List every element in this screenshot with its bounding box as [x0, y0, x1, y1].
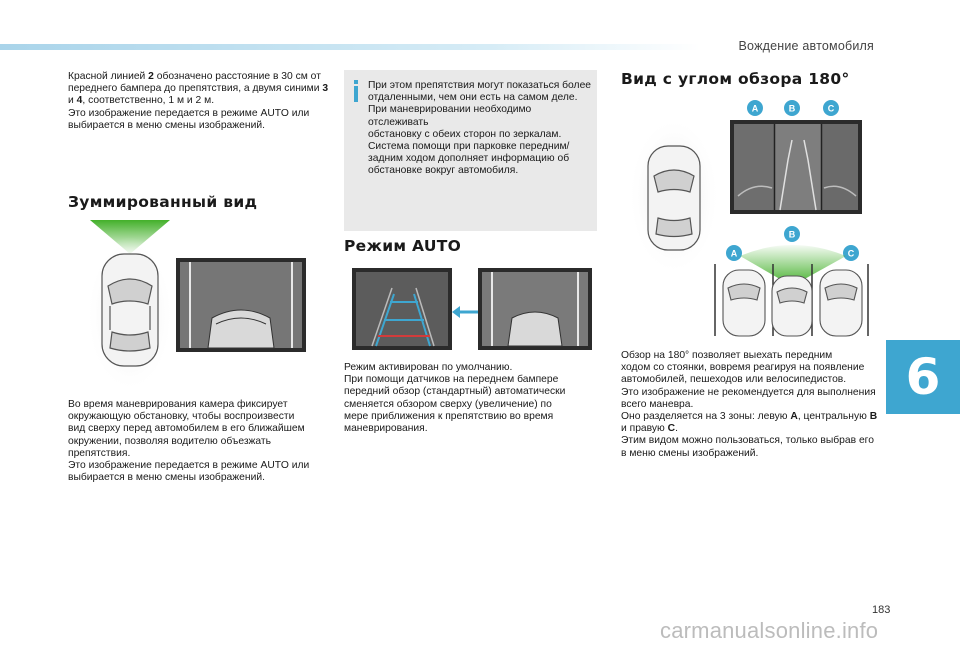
text-line: окружении, позволяя водителю объезжать	[68, 435, 272, 447]
view-180-paragraph	[621, 350, 883, 460]
text-line: и 4, соответственно, 1 м и 2 м.	[68, 95, 215, 107]
badge-b-bottom	[784, 226, 800, 242]
watermark: carmanualsonline.info	[660, 618, 879, 643]
text-line: сменяется обзором сверху (увеличение) по	[344, 398, 552, 410]
text-line: мере приближения к препятствию во время	[344, 410, 554, 422]
text-line: При маневрировании необходимо отслеживать	[368, 104, 532, 128]
badge-a-bottom	[726, 245, 742, 261]
text-line: Этим видом можно пользоваться, только выбрав его	[621, 435, 874, 447]
text-line: Оно разделяется на 3 зоны: левую A, центральную B	[621, 411, 878, 423]
text-line: При помощи датчиков на переднем бампере	[344, 374, 559, 386]
badge-a-top	[747, 100, 763, 116]
text-line: передний обзор (стандартный) автоматически	[344, 386, 566, 398]
text-line: препятствия.	[68, 447, 131, 459]
info-icon	[350, 80, 362, 102]
text-line: отдаленными, чем они есть на самом деле.	[368, 92, 578, 104]
chapter-tab: 6	[886, 340, 960, 414]
page-number: 183	[872, 604, 891, 616]
zoom-view-heading: Зуммированный вид	[68, 193, 258, 211]
zoom-view-paragraph	[68, 399, 336, 484]
text-line: Это изображение передается в режиме AUTO или	[68, 107, 310, 119]
standard-front-screen	[352, 268, 452, 350]
text-line: Это изображение не рекомендуется для выполнения	[621, 386, 876, 398]
parked-car-right-icon	[820, 270, 862, 336]
text-line: При этом препятствия могут показаться более	[368, 80, 592, 91]
text-line: окружающую обстановку, чтобы воспроизвести	[68, 411, 295, 423]
auto-mode-illustration	[352, 268, 592, 350]
text-line: задним ходом дополняет информацию об	[368, 153, 570, 165]
zoom-top-screen	[478, 268, 592, 350]
intro-paragraph	[68, 71, 336, 132]
text-line: выбирается в меню смены изображений.	[68, 472, 265, 484]
badge-c-bottom	[843, 245, 859, 261]
svg-text:A: A	[730, 248, 738, 259]
car-top-view-icon	[102, 254, 158, 366]
zoom-screen	[176, 258, 306, 352]
svg-text:B: B	[788, 103, 796, 114]
text-line: Обзор на 180° позволяет выехать передним	[621, 350, 833, 361]
parked-car-left-icon	[723, 270, 765, 336]
text-line: всего маневра.	[621, 398, 694, 410]
text-line: и правую C.	[621, 423, 678, 435]
info-box-text	[368, 80, 594, 178]
text-line: ходом со стоянки, вовремя реагируя на появление	[621, 362, 865, 374]
badge-b-top	[784, 100, 800, 116]
view-180-illustration	[620, 96, 870, 338]
text-line: обстановке вокруг автомобиля.	[368, 165, 519, 177]
text-line: вид сверху перед автомобилем в его ближайшем	[68, 423, 305, 435]
text-line: Во время маневрирования камера фиксирует	[68, 399, 288, 410]
auto-mode-heading: Режим AUTO	[344, 237, 462, 255]
text-line: выбирается в меню смены изображений.	[68, 119, 265, 131]
svg-text:C: C	[847, 248, 855, 259]
svg-text:B: B	[788, 229, 796, 240]
view-180-heading: Вид с углом обзора 180°	[621, 70, 850, 88]
running-head: Вождение автомобиля	[738, 39, 874, 53]
svg-text:C: C	[827, 103, 835, 114]
text-line: обстановку с обеих сторон по зеркалам.	[368, 128, 562, 140]
header-accent-bar	[0, 44, 700, 50]
text-line: автомобилей, пешеходов или велосипедистов.	[621, 374, 847, 386]
text-line: переднего бампера до препятствия, а двумя синими 3	[68, 83, 329, 95]
text-line: маневрирования.	[344, 423, 428, 435]
zoom-view-illustration	[90, 220, 310, 390]
text-line: Это изображение передается в режиме AUTO или	[68, 460, 310, 472]
parked-car-center-icon	[772, 276, 812, 336]
text-line: в меню смены изображений.	[621, 447, 759, 459]
text-line: Система помощи при парковке передним/	[368, 141, 570, 153]
badge-c-top	[823, 100, 839, 116]
view-180-screen	[730, 120, 862, 214]
text-line: Красной линией 2 обозначено расстояние в 30 см от	[68, 71, 321, 82]
auto-mode-paragraph	[344, 362, 597, 435]
svg-text:A: A	[751, 103, 759, 114]
car-top-view-icon	[648, 146, 700, 250]
text-line: Режим активирован по умолчанию.	[344, 362, 513, 373]
